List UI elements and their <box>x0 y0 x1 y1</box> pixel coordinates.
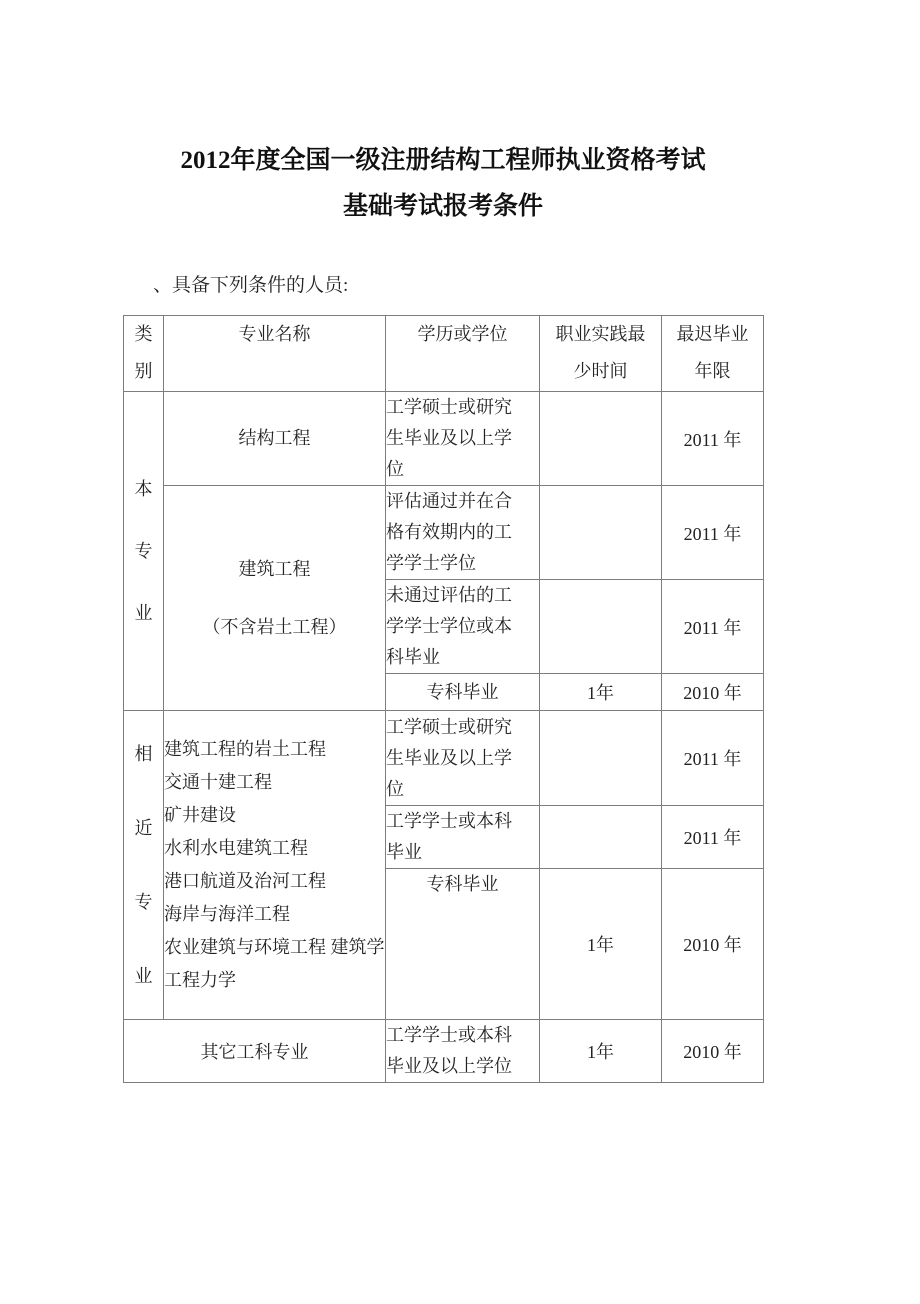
text-line: 海岸与海洋工程 <box>164 904 290 924</box>
related-row2-practice-cell <box>540 806 662 869</box>
own-row4-practice-cell: 1年 <box>540 674 662 711</box>
table-row <box>124 711 764 806</box>
text-line: 专科毕业 <box>426 874 499 894</box>
document-title <box>123 138 763 230</box>
text-line: 近 <box>134 818 153 838</box>
text-line: 交通十建工程 <box>164 772 272 792</box>
construction-engineering-major-cell <box>164 486 386 711</box>
text-line: 类 <box>134 324 153 344</box>
own-row4-degree-cell <box>386 674 540 711</box>
text-line: 建筑工程的岩土工程 <box>164 739 326 759</box>
table-row <box>124 392 764 486</box>
text-line: 格有效期内的工 <box>386 522 512 542</box>
related-row3-degree-cell <box>386 869 540 1020</box>
own-row3-deadline-cell: 2011 年 <box>662 580 764 674</box>
related-row1-degree-cell <box>386 711 540 806</box>
text-line: 业 <box>134 966 153 986</box>
related-row1-practice-cell <box>540 711 662 806</box>
table-header-row <box>124 316 764 392</box>
text-line: 最迟毕业 <box>676 324 749 344</box>
own-row2-practice-cell <box>540 486 662 580</box>
own-row1-practice-cell <box>540 392 662 486</box>
text-line: 学学士学位 <box>386 553 476 573</box>
text-line: 结构工程 <box>238 428 311 448</box>
header-degree <box>386 316 540 392</box>
own-row3-degree-cell <box>386 580 540 674</box>
text-line: 专 <box>134 541 153 561</box>
text-line: （不含岩土工程） <box>202 617 347 637</box>
text-line: 工学硕士或研究 <box>386 397 512 417</box>
text-line: 工学硕士或研究 <box>386 716 512 737</box>
related-row2-degree-cell <box>386 806 540 869</box>
title-line-2: 基础考试报考条件 <box>342 193 543 220</box>
text-line: 未通过评估的工 <box>386 585 512 605</box>
text-line: 生毕业及以上学 <box>386 428 512 448</box>
other-degree-cell <box>386 1020 540 1083</box>
text-line: 相 <box>134 744 153 764</box>
header-category <box>124 316 164 392</box>
text-line: 水利水电建筑工程 <box>164 838 308 858</box>
text-line: 毕业及以上学位 <box>386 1056 512 1076</box>
header-graduation-year <box>662 316 764 392</box>
table-row <box>124 1020 764 1083</box>
text-line: 少时间 <box>573 361 628 381</box>
text-line: 本 <box>134 479 153 499</box>
own-row4-deadline-cell: 2010 年 <box>662 674 764 711</box>
text-line: 科毕业 <box>386 647 440 667</box>
text-line: 评估通过并在合 <box>386 491 512 511</box>
other-deadline-cell: 2010 年 <box>662 1020 764 1083</box>
title-line-1: 2012年度全国一级注册结构工程师执业资格考试 <box>180 147 706 174</box>
related-row2-deadline-cell: 2011 年 <box>662 806 764 869</box>
text-line: 生毕业及以上学 <box>386 747 512 768</box>
header-practice-time <box>540 316 662 392</box>
other-practice-cell: 1年 <box>540 1020 662 1083</box>
text-line: 职业实践最 <box>555 324 646 344</box>
own-row1-deadline-cell: 2011 年 <box>662 392 764 486</box>
structural-engineering-major-cell <box>164 392 386 486</box>
own-row3-practice-cell <box>540 580 662 674</box>
related-major-category-cell <box>124 711 164 1020</box>
text-line: 位 <box>386 778 404 799</box>
text-line: 专业名称 <box>238 324 311 344</box>
text-line: 学历或学位 <box>417 324 508 344</box>
text-line: 建筑工程 <box>238 559 311 579</box>
own-major-category-cell <box>124 392 164 711</box>
eligibility-table <box>123 315 764 1083</box>
table-row <box>124 486 764 580</box>
text-line: 工程力学 <box>164 970 236 990</box>
text-line: 学学士学位或本 <box>386 616 512 636</box>
other-majors-cell: 其它工科专业 <box>124 1020 386 1083</box>
intro-text: 、具备下列条件的人员: <box>153 275 349 296</box>
text-line: 业 <box>134 603 153 623</box>
related-row3-deadline-cell: 2010 年 <box>662 869 764 1020</box>
text-line: 农业建筑与环境工程 建筑学 <box>164 937 385 957</box>
related-row1-deadline-cell: 2011 年 <box>662 711 764 806</box>
text-line: 年限 <box>694 361 731 381</box>
related-majors-list-cell <box>164 711 386 1020</box>
own-row2-deadline-cell: 2011 年 <box>662 486 764 580</box>
text-line: 别 <box>134 361 153 381</box>
text-line: 专科毕业 <box>426 681 499 702</box>
own-row1-degree-cell <box>386 392 540 486</box>
text-line: 毕业 <box>386 842 422 862</box>
text-line: 港口航道及治河工程 <box>164 871 326 891</box>
own-row2-degree-cell <box>386 486 540 580</box>
text-line: 位 <box>386 459 404 479</box>
text-line: 工学学士或本科 <box>386 1025 512 1045</box>
text-line: 工学学士或本科 <box>386 811 512 831</box>
text-line: 专 <box>134 892 153 912</box>
related-row3-practice-cell: 1年 <box>540 869 662 1020</box>
text-line: 矿井建设 <box>164 805 236 825</box>
header-major-name <box>164 316 386 392</box>
